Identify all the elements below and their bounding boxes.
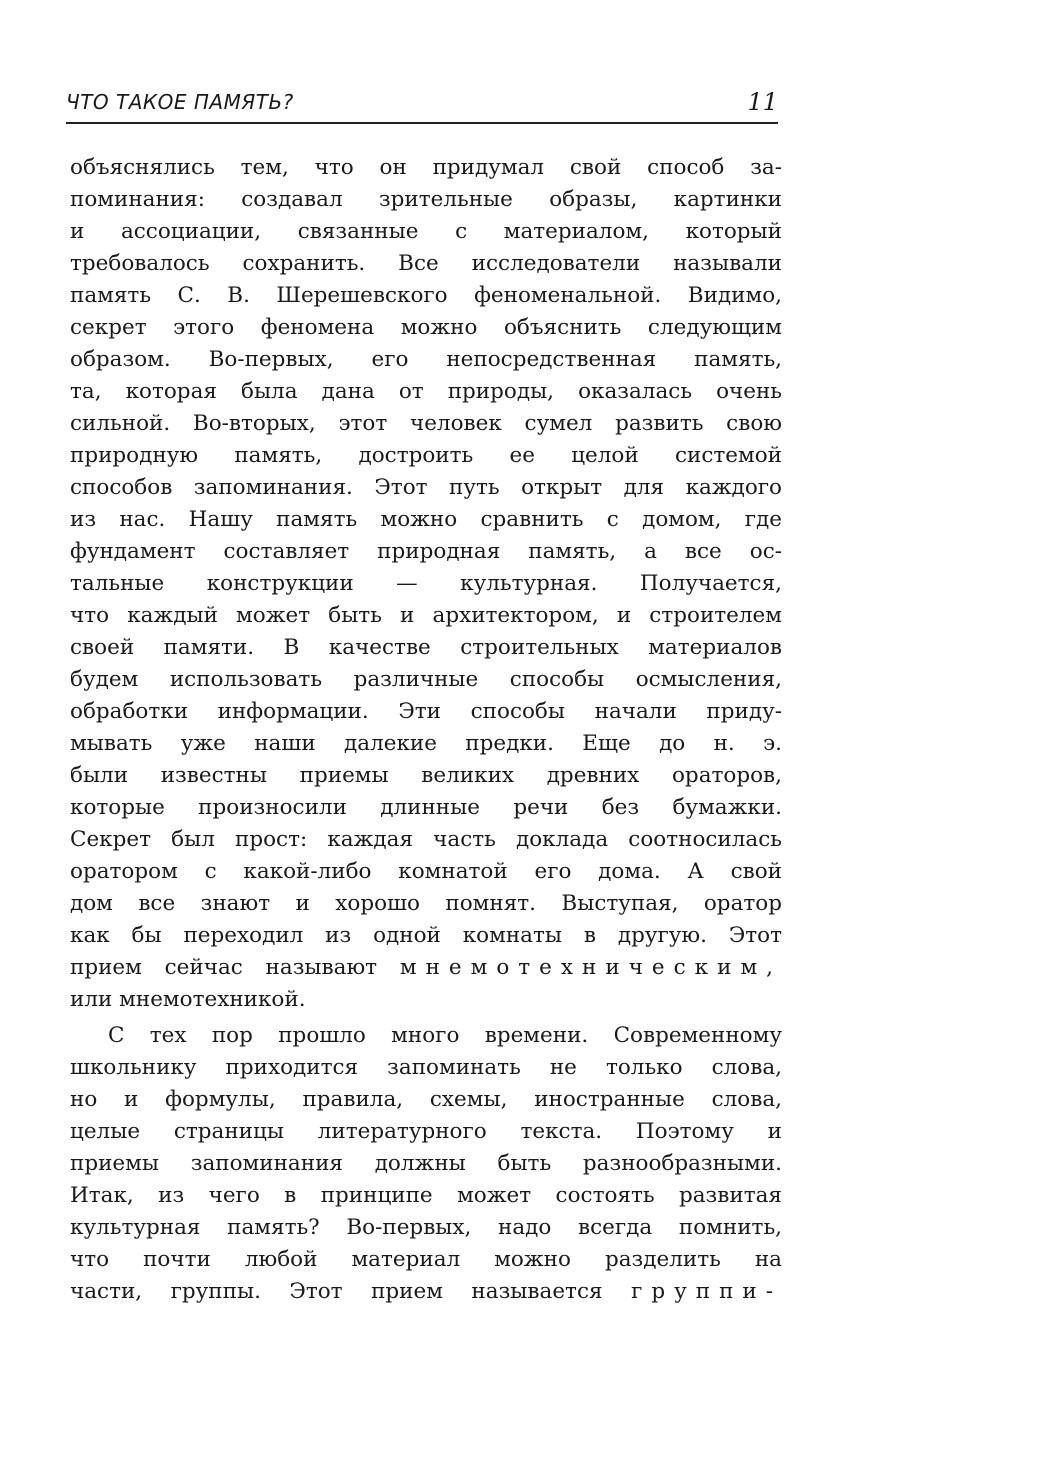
- text-line: С тех пор прошло много времени. Современному: [108, 1023, 782, 1048]
- text-line: школьнику приходится запоминать не только слова,: [70, 1055, 782, 1080]
- text-line: были известны приемы великих древних ораторов,: [70, 763, 782, 788]
- chapter-title: ЧТО ТАКОЕ ПАМЯТЬ?: [66, 90, 294, 114]
- text-line: сильной. Во-вторых, этот человек сумел развить свою: [70, 411, 782, 436]
- page-number: 11: [747, 88, 778, 116]
- text-line: объяснялись тем, что он придумал свой способ за-: [70, 155, 782, 180]
- text-segment: части, группы. Этот прием называется: [70, 1279, 632, 1304]
- text-line: Секрет был прост: каждая часть доклада соотносилась: [70, 827, 782, 852]
- text-segment: прием сейчас называют: [70, 955, 400, 980]
- text-line: требовалось сохранить. Все исследователи называли: [70, 251, 782, 276]
- text-line: [70, 952, 782, 984]
- text-line: та, которая была дана от природы, оказалась очень: [70, 379, 782, 404]
- paragraph: [70, 1020, 782, 1308]
- spaced-term: группи-: [631, 1279, 782, 1304]
- text-line: обработки информации. Эти способы начали приду-: [70, 699, 782, 724]
- text-line: целые страницы литературного текста. Поэтому и: [70, 1119, 782, 1144]
- spaced-term: мнемотехническим,: [399, 955, 782, 980]
- text-line: способов запоминания. Этот путь открыт для каждого: [70, 475, 782, 500]
- body-text: [70, 152, 782, 1308]
- text-line: своей памяти. В качестве строительных материалов: [70, 635, 782, 660]
- text-line: и ассоциации, связанные с материалом, который: [70, 219, 782, 244]
- text-line: что каждый может быть и архитектором, и строителем: [70, 603, 782, 628]
- text-line: из нас. Нашу память можно сравнить с домом, где: [70, 507, 782, 532]
- text-line: но и формулы, правила, схемы, иностранные слова,: [70, 1087, 782, 1112]
- text-line: секрет этого феномена можно объяснить следующим: [70, 315, 782, 340]
- text-line: мывать уже наши далекие предки. Еще до н. э.: [70, 731, 782, 756]
- text-line: тальные конструкции — культурная. Получается,: [70, 571, 782, 596]
- text-line: что почти любой материал можно разделить на: [70, 1247, 782, 1272]
- text-line: или мнемотехникой.: [70, 987, 306, 1012]
- text-line: природную память, достроить ее целой системой: [70, 443, 782, 468]
- text-line: как бы переходил из одной комнаты в другую. Этот: [70, 923, 782, 948]
- text-line: дом все знают и хорошо помнят. Выступая, оратор: [70, 891, 782, 916]
- paragraph: [70, 152, 782, 1016]
- running-header: [66, 88, 778, 124]
- text-line: будем использовать различные способы осмысления,: [70, 667, 782, 692]
- text-line: которые произносили длинные речи без бумажки.: [70, 795, 782, 820]
- text-line: [70, 1276, 782, 1308]
- text-line: оратором с какой-либо комнатой его дома. А свой: [70, 859, 782, 884]
- text-line: фундамент составляет природная память, а все ос-: [70, 539, 782, 564]
- text-line: память С. В. Шерешевского феноменальной. Видимо,: [70, 283, 782, 308]
- text-line: приемы запоминания должны быть разнообразными.: [70, 1151, 782, 1176]
- text-line: культурная память? Во-первых, надо всегда помнить,: [70, 1215, 782, 1240]
- text-line: Итак, из чего в принципе может состоять развитая: [70, 1183, 782, 1208]
- text-line: образом. Во-первых, его непосредственная память,: [70, 347, 782, 372]
- text-line: поминания: создавал зрительные образы, картинки: [70, 187, 782, 212]
